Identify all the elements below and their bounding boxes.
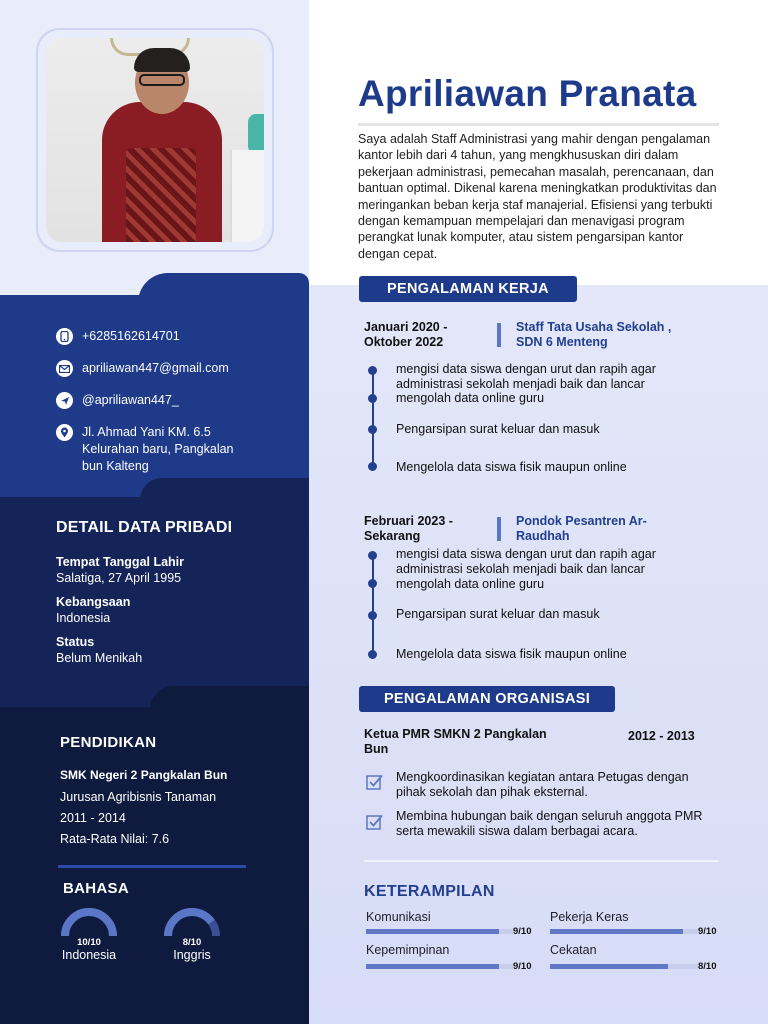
divider bbox=[358, 123, 719, 126]
language-gauge bbox=[60, 906, 118, 936]
language-score: 10/10 bbox=[77, 937, 101, 948]
skill-name: Kepemimpinan bbox=[366, 943, 450, 957]
skills-heading: KETERAMPILAN bbox=[364, 883, 495, 900]
contact-address bbox=[56, 424, 256, 475]
organization-heading: PENGALAMAN ORGANISASI bbox=[359, 686, 615, 712]
task-item: Mengelola data siswa fisik maupun online bbox=[396, 460, 627, 474]
timeline-dot bbox=[368, 394, 377, 403]
status-label: Status bbox=[56, 635, 95, 649]
job-title: Staff Tata Usaha Sekolah , SDN 6 Menteng bbox=[516, 320, 672, 349]
mail-icon bbox=[56, 360, 73, 377]
skill-score: 9/10 bbox=[513, 926, 532, 937]
timeline-dot bbox=[368, 462, 377, 471]
status-value: Belum Menikah bbox=[56, 651, 143, 665]
timeline-line bbox=[372, 556, 374, 654]
skill-bar-fill bbox=[366, 964, 499, 969]
divider bbox=[58, 865, 246, 868]
timeline-dot bbox=[368, 650, 377, 659]
skill-score: 9/10 bbox=[698, 926, 717, 937]
task-item: mengisi data siswa dengan urut dan rapih agar administrasi sekolah menjadi baik dan lancar bbox=[396, 362, 656, 391]
checkbox-icon bbox=[366, 773, 384, 791]
task-item: Pengarsipan surat keluar dan masuk bbox=[396, 422, 600, 436]
skill-name: Komunikasi bbox=[366, 910, 431, 924]
school-years: 2011 - 2014 bbox=[60, 811, 126, 825]
school-name: SMK Negeri 2 Pangkalan Bun bbox=[60, 768, 228, 782]
job-period: Februari 2023 - Sekarang bbox=[364, 514, 453, 543]
personal-details-section bbox=[0, 497, 309, 707]
language-inggris bbox=[157, 906, 227, 962]
timeline-dot bbox=[368, 366, 377, 375]
task-item: Pengarsipan surat keluar dan masuk bbox=[396, 607, 600, 621]
timeline-dot bbox=[368, 551, 377, 560]
skill-bar bbox=[366, 964, 514, 969]
skill-bar-fill bbox=[366, 929, 499, 934]
job-period: Januari 2020 - Oktober 2022 bbox=[364, 320, 448, 349]
language-gauge bbox=[163, 906, 221, 936]
school-major: Jurusan Agribisnis Tanaman bbox=[60, 790, 217, 804]
contact-email[interactable] bbox=[56, 360, 229, 377]
organization-point: Membina hubungan baik dengan seluruh anggota PMR serta mewakili siswa dalam berbagai acara. bbox=[396, 809, 703, 838]
contact-social[interactable] bbox=[56, 392, 179, 409]
education-section bbox=[0, 707, 309, 1024]
language-name: Indonesia bbox=[61, 948, 117, 962]
social-text: @apriliawan447_ bbox=[82, 393, 179, 407]
address-text: Jl. Ahmad Yani KM. 6.5 Kelurahan baru, Pangkalan bun Kalteng bbox=[82, 425, 234, 473]
skill-score: 9/10 bbox=[513, 961, 532, 972]
skill-name: Cekatan bbox=[550, 943, 597, 957]
skill-bar-fill bbox=[550, 964, 668, 969]
birth-label: Tempat Tanggal Lahir bbox=[56, 555, 185, 569]
nationality-label: Kebangsaan bbox=[56, 595, 131, 609]
profile-photo bbox=[46, 38, 264, 242]
timeline-dot bbox=[368, 579, 377, 588]
send-icon bbox=[56, 392, 73, 409]
skill-bar-fill bbox=[550, 929, 683, 934]
task-item: Mengelola data siswa fisik maupun online bbox=[396, 647, 627, 661]
full-name: Apriliawan Pranata bbox=[358, 73, 697, 114]
divider bbox=[364, 860, 719, 862]
language-score: 8/10 bbox=[182, 937, 202, 948]
birth-value: Salatiga, 27 April 1995 bbox=[56, 571, 182, 585]
profile-summary: Saya adalah Staff Administrasi yang mahir dengan pengalaman kantor lebih dari 4 tahun, yang mengkhususkan diri dalam pekerjaan administrasi, pemecahan masalah, perencanaan, dan bantuan optimal. Dikenal karena meningkatkan produktivitas dan meringankan beban kerja staf manajerial. Efisiensi yang terbukti dengan kemampuan mempelajari dan menavigasi program perangkat lunak komputer, atau sistem pengarsipan kantor dengan cepat. bbox=[358, 132, 717, 261]
skill-bar bbox=[550, 929, 698, 934]
contact-phone[interactable] bbox=[56, 328, 180, 345]
organization-years: 2012 - 2013 bbox=[628, 729, 695, 743]
task-item: mengolah data online guru bbox=[396, 577, 545, 591]
timeline-dot bbox=[368, 425, 377, 434]
skill-score: 8/10 bbox=[698, 961, 717, 972]
organization-point: Mengkoordinasikan kegiatan antara Petugas dengan pihak sekolah dan pihak eksternal. bbox=[396, 770, 689, 799]
phone-text: +6285162614701 bbox=[82, 329, 180, 343]
task-item: mengisi data siswa dengan urut dan rapih agar administrasi sekolah menjadi baik dan lancar bbox=[396, 547, 656, 576]
languages-heading: BAHASA bbox=[63, 880, 129, 897]
school-grade: Rata-Rata Nilai: 7.6 bbox=[60, 832, 170, 846]
location-pin-icon bbox=[56, 424, 73, 441]
contact-section bbox=[0, 295, 309, 497]
language-name: Inggris bbox=[173, 948, 211, 962]
nationality-value: Indonesia bbox=[56, 611, 111, 625]
skill-bar bbox=[550, 964, 698, 969]
sidebar bbox=[0, 0, 309, 1024]
profile-photo-frame bbox=[36, 28, 274, 252]
timeline-line bbox=[372, 370, 374, 468]
organization-role: Ketua PMR SMKN 2 Pangkalan Bun bbox=[364, 727, 547, 756]
email-text: apriliawan447@gmail.com bbox=[82, 361, 229, 375]
skill-name: Pekerja Keras bbox=[550, 910, 629, 924]
checkbox-icon bbox=[366, 813, 384, 831]
education-heading: PENDIDIKAN bbox=[60, 734, 157, 751]
timeline-dot bbox=[368, 611, 377, 620]
job-title: Pondok Pesantren Ar-Raudhah bbox=[516, 514, 647, 543]
work-experience-heading: PENGALAMAN KERJA bbox=[359, 276, 577, 302]
skill-bar bbox=[366, 929, 514, 934]
phone-icon bbox=[56, 328, 73, 345]
task-item: mengolah data online guru bbox=[396, 391, 545, 405]
personal-details-heading: DETAIL DATA PRIBADI bbox=[56, 519, 233, 536]
language-indonesia bbox=[54, 906, 124, 962]
